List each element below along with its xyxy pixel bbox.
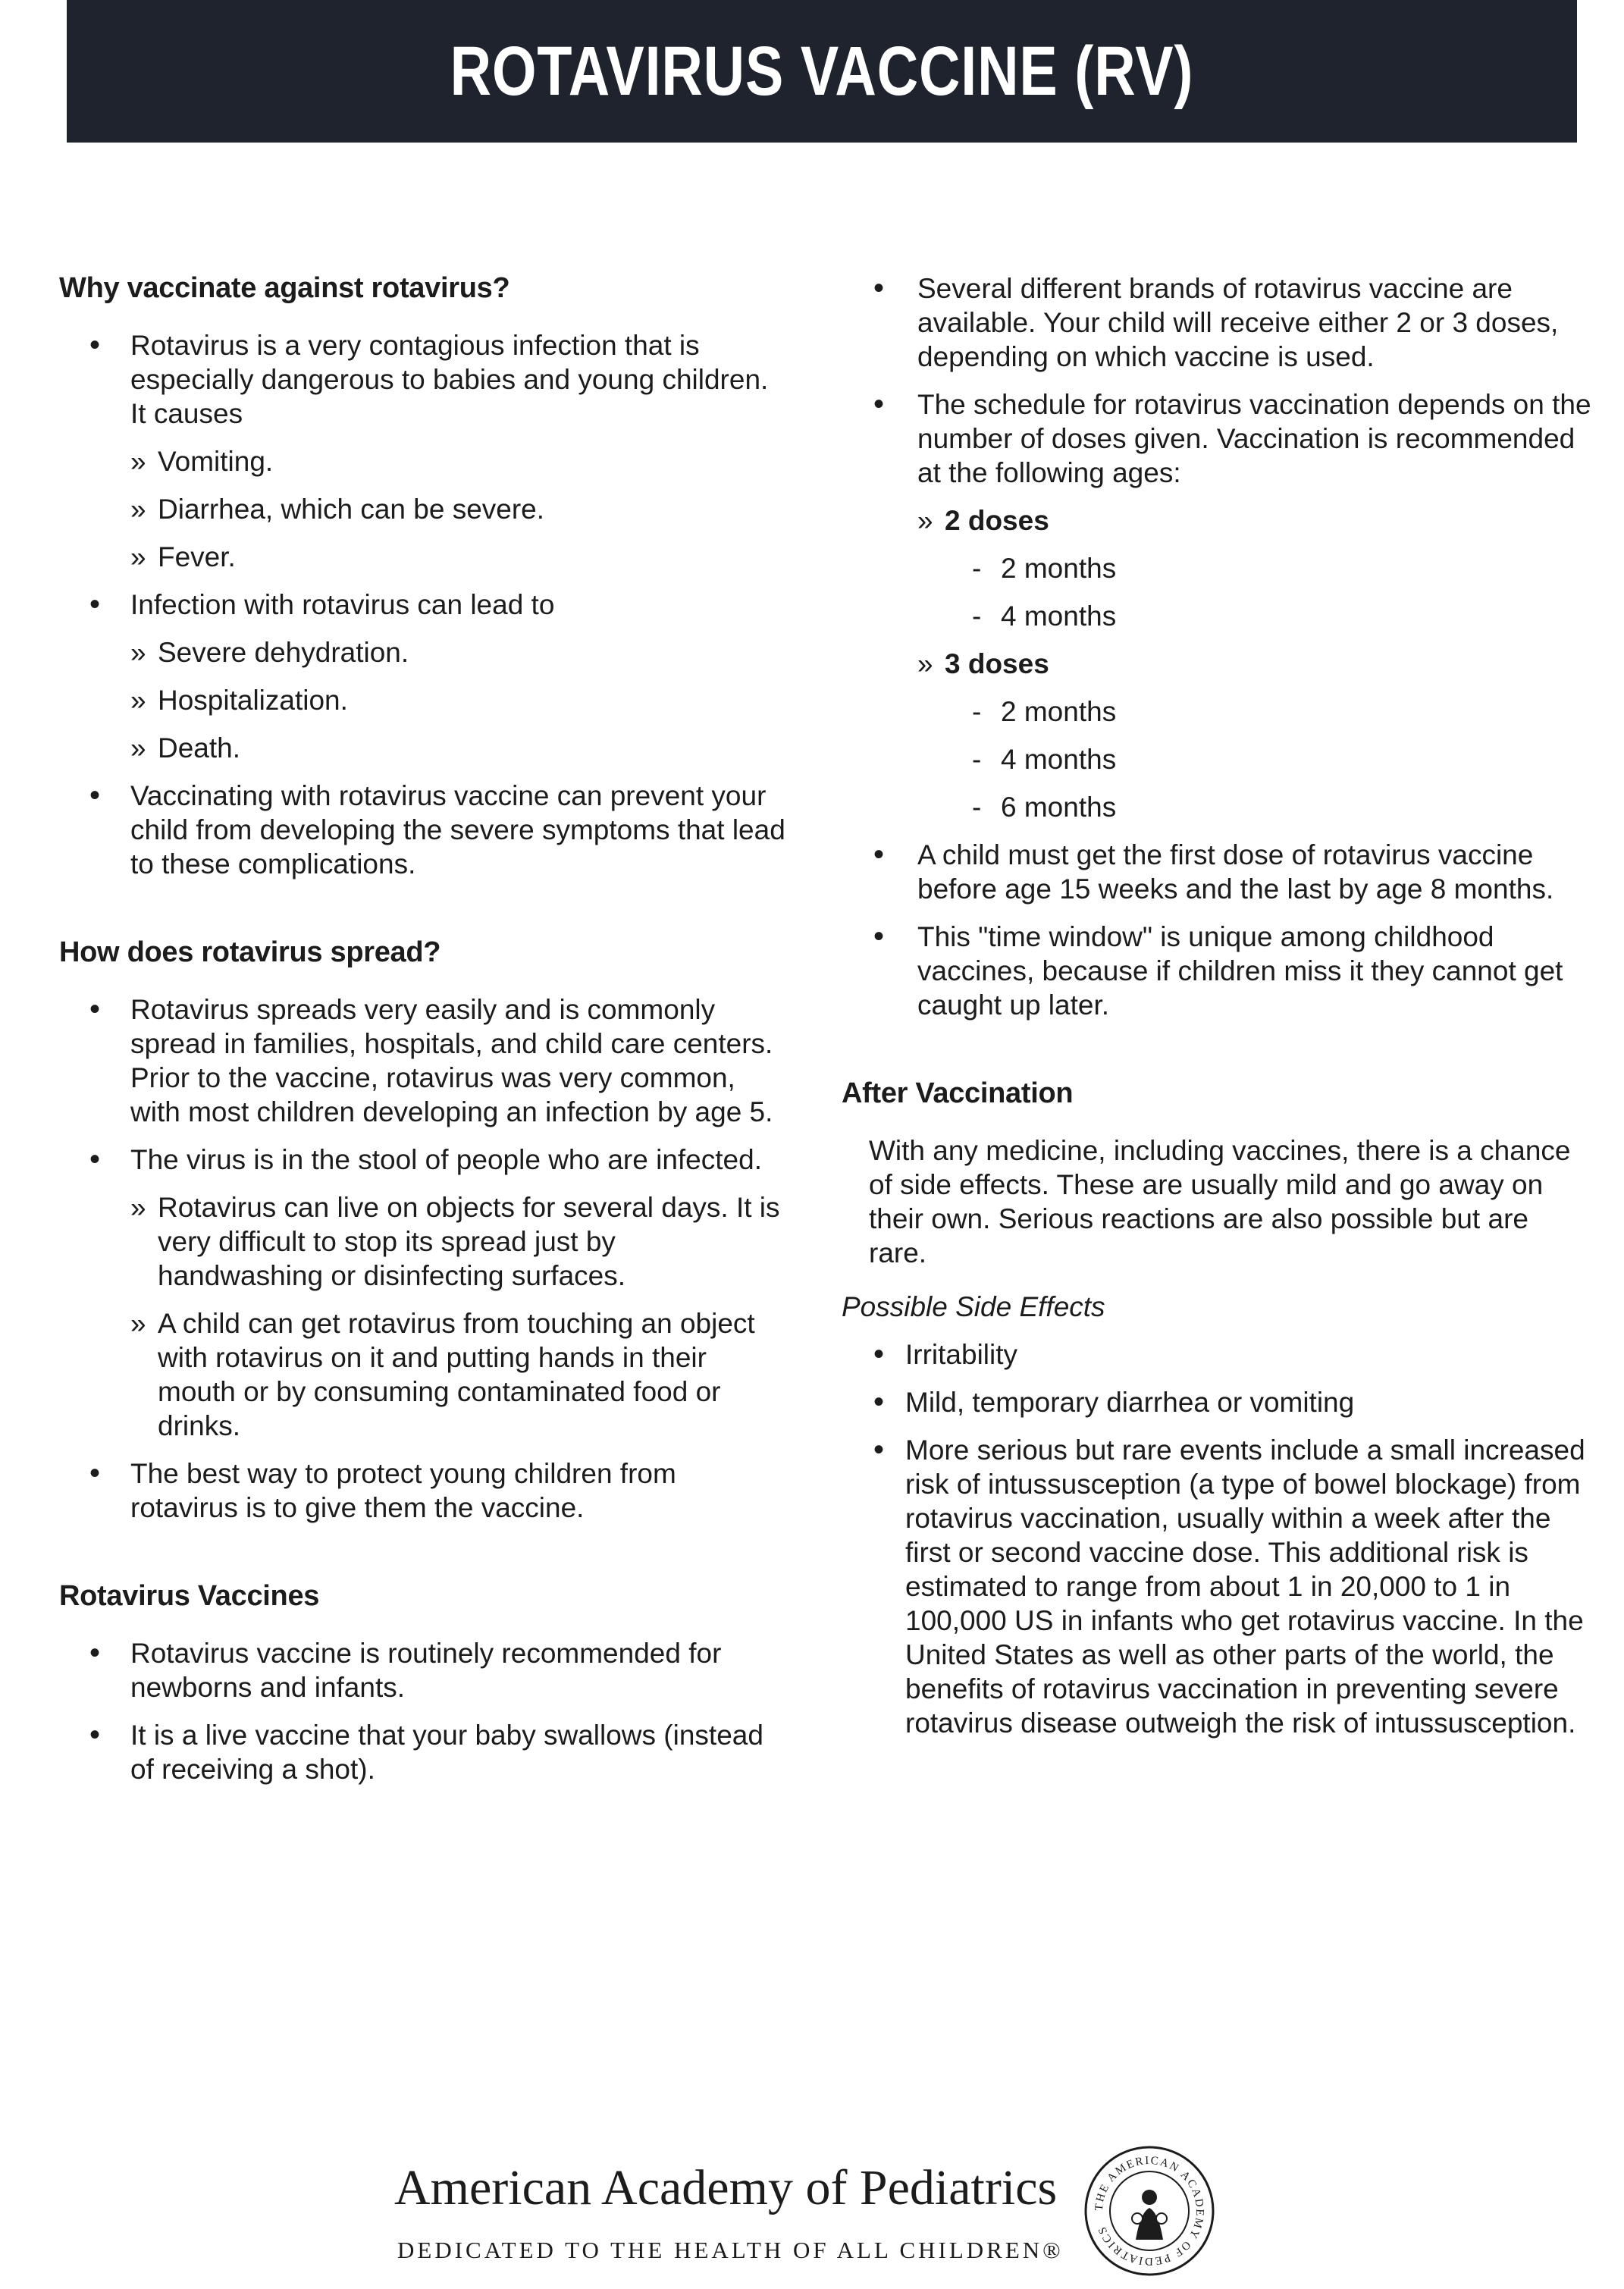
tagline: DEDICATED TO THE HEALTH OF ALL CHILDREN® (397, 2237, 1064, 2263)
seal-text: THE AMERICAN ACADEMY OF PEDIATRICS (1093, 2154, 1206, 2268)
list-item: • The best way to protect young children from rotavirus is to give them the vaccine. (59, 1456, 787, 1525)
list-item: • Rotavirus vaccine is routinely recommended for newborns and infants. (59, 1636, 787, 1704)
spread-heading: How does rotavirus spread? (59, 936, 441, 968)
list-item: • A child must get the first dose of rotavirus vaccine before age 15 weeks and the last by age 8 months. (842, 838, 1592, 906)
footer (394, 2154, 1228, 2281)
list-item: • Vaccinating with rotavirus vaccine can prevent your child from developing the severe symptoms that lead to these complications. (59, 779, 787, 881)
list-item: • The virus is in the stool of people who are infected. » Rotavirus can live on objects for several days. It is very difficult to stop its spread just by handwashing or disinfecting surfaces. » A child can get rotavirus from touching an object with rotavirus on it and putting hands in their mouth or by consuming contaminated food or drinks. (59, 1143, 787, 1443)
two-doses-item (917, 503, 1592, 633)
vaccines-heading: Rotavirus Vaccines (59, 1580, 320, 1612)
list-item: » Diarrhea, which can be severe. (130, 492, 787, 526)
organization-name: American Academy of Pediatrics (394, 2160, 1058, 2215)
schedule-list (842, 271, 1592, 1022)
page-title: ROTAVIRUS VACCINE (RV) (450, 32, 1194, 110)
after-vaccination-paragraph: With any medicine, including vaccines, there is a chance of side effects. These are usually mild and go away on their own. Serious reactions are also possible but are rare. (869, 1135, 1571, 1268)
list-item: • Rotavirus is a very contagious infection that is especially dangerous to babies and young children. It causes » Vomiting. » Diarrhea, which can be severe. » Fever. (59, 328, 787, 574)
side-effects-list (842, 1337, 1592, 1740)
list-item: • This "time window" is unique among childhood vaccines, because if children miss it they cannot get caught up later. (842, 920, 1592, 1022)
list-item: • More serious but rare events include a small increased risk of intussusception (a type of bowel blockage) from rotavirus vaccination, usually within a week after the first or second vaccine dose. This additional risk is estimated to range from about 1 in 20,000 to 1 in 100,000 US in infants who get rotavirus vaccine. In the United States as well as other parts of the world, the benefits of rotavirus vaccination in preventing severe rotavirus disease outweigh the risk of intussusception. (842, 1433, 1592, 1740)
three-doses-label: 3 doses (945, 648, 1049, 679)
list-item: - 6 months (972, 790, 1592, 824)
why-heading: Why vaccinate against rotavirus? (59, 272, 510, 304)
vaccines-list (59, 1636, 787, 1786)
spread-list (59, 992, 787, 1525)
list-item: • Several different brands of rotavirus vaccine are available. Your child will receive either 2 or 3 doses, depending on which vaccine is used. (842, 271, 1592, 374)
list-item: • Infection with rotavirus can lead to » Severe dehydration. » Hospitalization. » Death. (59, 588, 787, 765)
list-item: » Hospitalization. (130, 683, 787, 717)
two-doses-label: 2 doses (945, 505, 1049, 536)
list-item: - 4 months (972, 599, 1592, 633)
list-item: » Severe dehydration. (130, 635, 787, 669)
list-item: • Rotavirus spreads very easily and is commonly spread in families, hospitals, and child care centers. Prior to the vaccine, rotavirus was very common, with most children developing an infection by age 5. (59, 992, 787, 1129)
why-list (59, 328, 787, 881)
list-item: » A child can get rotavirus from touching an object with rotavirus on it and putting hands in their mouth or by consuming contaminated food or drinks. (130, 1306, 787, 1443)
after-vaccination-heading: After Vaccination (842, 1077, 1074, 1109)
list-item: - 4 months (972, 742, 1592, 776)
list-item: - 2 months (972, 551, 1592, 585)
aap-seal-icon (1081, 2143, 1218, 2279)
list-item: • The schedule for rotavirus vaccination depends on the number of doses given. Vaccination is recommended at the following ages: » 2 doses - 2 months - 4 months » 3 doses - 2 months - 4 months - 6 months (842, 387, 1592, 824)
left-column (59, 271, 787, 1800)
list-item: • It is a live vaccine that your baby swallows (instead of receiving a shot). (59, 1718, 787, 1786)
title-banner (67, 0, 1577, 143)
list-item: » Fever. (130, 540, 787, 574)
three-doses-item (917, 647, 1592, 824)
list-item: » Vomiting. (130, 444, 787, 478)
list-item: • Irritability (842, 1337, 1592, 1372)
list-item: - 2 months (972, 695, 1592, 729)
list-item: » Rotavirus can live on objects for several days. It is very difficult to stop its spread just by handwashing or disinfecting surfaces. (130, 1190, 787, 1293)
side-effects-heading: Possible Side Effects (842, 1291, 1105, 1322)
list-item: • Mild, temporary diarrhea or vomiting (842, 1385, 1592, 1419)
right-column (842, 271, 1592, 1754)
list-item: » Death. (130, 731, 787, 765)
